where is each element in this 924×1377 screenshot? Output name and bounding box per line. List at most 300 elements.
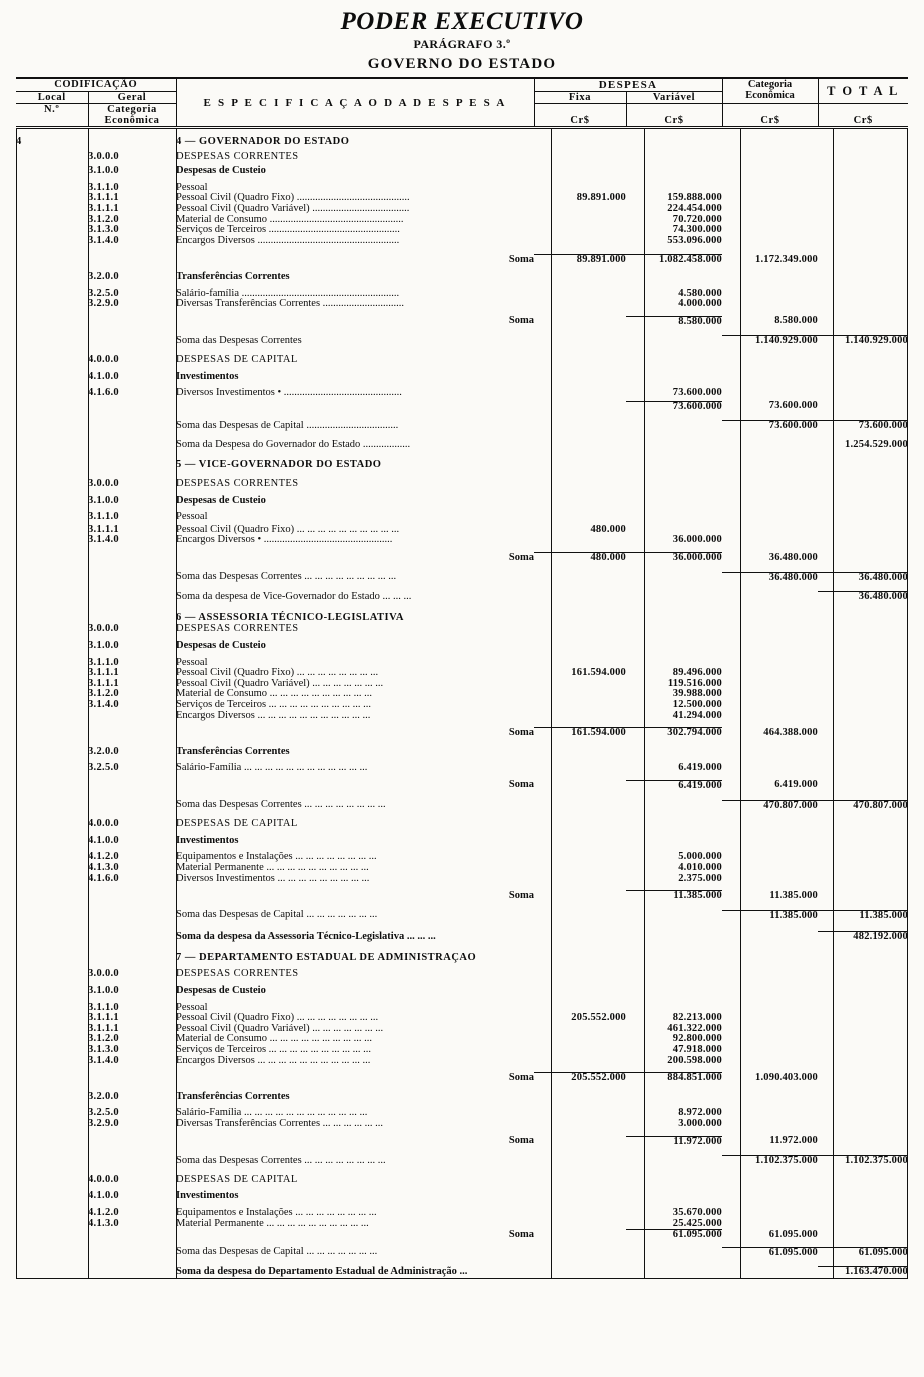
- cell-codigo-geral: 3.2.0.0: [88, 1090, 119, 1102]
- cell-categoria-economica: 11.972.000: [769, 1135, 818, 1147]
- cell-despesa-fixa: [534, 479, 626, 490]
- cell-despesa-fixa: [534, 592, 626, 603]
- cell-especificacao: Soma: [508, 889, 534, 901]
- cell-codigo-geral: 3.2.0.0: [88, 745, 119, 757]
- cell-total: [818, 1108, 908, 1119]
- cell-total: [818, 479, 908, 490]
- table-row: [16, 700, 908, 711]
- cell-despesa-fixa: [534, 910, 626, 921]
- cell-despesa-variavel: [626, 440, 722, 451]
- cell-especificacao: Soma das Despesas Correntes ... ... ... ... ... ... ... ...: [176, 799, 386, 811]
- table-row: [16, 1267, 908, 1278]
- cell-despesa-variavel: 4.000.000: [678, 298, 722, 310]
- cell-especificacao: DESPESAS DE CAPITAL: [176, 1173, 298, 1185]
- cell-categoria-economica: [722, 1003, 818, 1014]
- cell-despesa-fixa: [534, 401, 626, 412]
- table-row: [16, 1191, 908, 1202]
- cell-categoria-economica: [722, 272, 818, 283]
- cell-total: [818, 679, 908, 690]
- cell-total: [818, 1092, 908, 1103]
- table-row: [16, 658, 908, 669]
- cell-despesa-variavel: [626, 1156, 722, 1167]
- cell-categoria-economica: 1.090.403.000: [755, 1071, 818, 1083]
- cell-codigo-geral: 4.1.3.0: [88, 1217, 119, 1229]
- cell-despesa-fixa: [534, 496, 626, 507]
- cell-codigo-geral: 3.1.0.0: [88, 165, 119, 177]
- cell-despesa-fixa: [534, 852, 626, 863]
- cell-codigo-geral: 4.0.0.0: [88, 818, 119, 830]
- cell-despesa-variavel: 73.600.000: [626, 401, 722, 412]
- cell-local: [16, 953, 88, 964]
- table-row: [16, 1208, 908, 1219]
- spacer-row: [16, 792, 908, 801]
- cell-despesa-fixa: [534, 204, 626, 215]
- cell-categoria-economica: [722, 689, 818, 700]
- cell-codigo-geral: 4.1.2.0: [88, 1206, 119, 1218]
- spacer-row: [16, 432, 908, 440]
- cell-especificacao: Pessoal Civil (Quadro Fixo) ... ... ... ... ... ... ... ...: [176, 1012, 379, 1024]
- cell-codigo-geral: [88, 553, 176, 564]
- cell-despesa-fixa: [534, 1034, 626, 1045]
- header-fixa-currency: Cr$: [534, 104, 626, 127]
- cell-local: [16, 1247, 88, 1258]
- cell-total: [818, 496, 908, 507]
- cell-codigo-geral: 3.1.1.1: [88, 1022, 119, 1034]
- cell-especificacao: Material Permanente ... ... ... ... ... ... ... ... ... ...: [176, 1217, 369, 1229]
- cell-total: 36.480.000: [818, 592, 908, 603]
- cell-total: [818, 863, 908, 874]
- cell-especificacao: Soma: [508, 315, 534, 327]
- cell-especificacao: DESPESAS CORRENTES: [176, 478, 299, 490]
- cell-despesa-variavel: 5.000.000: [678, 851, 722, 863]
- cell-codigo-geral: 3.1.1.0: [88, 656, 119, 668]
- cell-despesa-variavel: 884.851.000: [626, 1073, 722, 1084]
- cell-codigo-geral: 4.1.0.0: [88, 834, 119, 846]
- cell-codigo-geral: 3.2.9.0: [88, 298, 119, 310]
- table-row: [16, 152, 908, 163]
- cell-despesa-fixa: [534, 863, 626, 874]
- cell-despesa-fixa: [534, 355, 626, 366]
- cell-total: [818, 166, 908, 177]
- cell-local: [16, 658, 88, 669]
- cell-categoria-economica: [722, 1175, 818, 1186]
- header-variavel-currency: Cr$: [626, 104, 722, 127]
- spacer-row: [16, 583, 908, 592]
- table-row: [16, 355, 908, 366]
- cell-codigo-geral: 3.2.5.0: [88, 287, 119, 299]
- cell-total: [818, 460, 908, 471]
- cell-categoria-economica: 61.095.000: [722, 1247, 818, 1258]
- cell-especificacao: Pessoal: [176, 656, 208, 668]
- cell-especificacao: Pessoal Civil (Quadro Fixo) ...........................................: [176, 192, 410, 204]
- table-row: [16, 874, 908, 885]
- cell-codigo-geral: [88, 255, 176, 266]
- cell-codigo-geral: 4.1.2.0: [88, 851, 119, 863]
- cell-local: [16, 193, 88, 204]
- cell-despesa-variavel: [626, 372, 722, 383]
- cell-categoria-economica: [722, 479, 818, 490]
- cell-despesa-variavel: [626, 166, 722, 177]
- table-row: [16, 272, 908, 283]
- cell-categoria-economica: [722, 215, 818, 226]
- cell-codigo-geral: 4.1.0.0: [88, 1190, 119, 1202]
- spacer-row: [16, 1084, 908, 1092]
- table-header: [16, 79, 908, 126]
- cell-categoria-economica: [722, 137, 818, 148]
- cell-codigo-geral: 3.1.4.0: [88, 1054, 119, 1066]
- table-row: [16, 236, 908, 247]
- cell-categoria-economica: [722, 1219, 818, 1230]
- cell-total: [818, 1056, 908, 1067]
- table-row: [16, 372, 908, 383]
- cell-total: [818, 852, 908, 863]
- cell-especificacao: DESPESAS CORRENTES: [176, 623, 299, 635]
- table-body-wrap: [0, 129, 924, 1278]
- table-row: [16, 137, 908, 148]
- cell-despesa-fixa: [534, 624, 626, 635]
- cell-local: [16, 1108, 88, 1119]
- cell-despesa-variavel: [626, 592, 722, 603]
- cell-categoria-economica: [722, 1013, 818, 1024]
- cell-despesa-variavel: [626, 953, 722, 964]
- cell-despesa-variavel: [626, 819, 722, 830]
- cell-especificacao: Soma: [508, 1135, 534, 1147]
- cell-codigo-geral: [88, 613, 176, 624]
- cell-especificacao: Soma: [508, 1071, 534, 1083]
- cell-especificacao: Serviços de Terceiros ... ... ... ... ... ... ... ... ... ...: [176, 1044, 372, 1056]
- cell-local: [16, 1045, 88, 1056]
- document-header: [0, 0, 924, 73]
- cell-especificacao: Soma da despesa da Assessoria Técnico-Legislativa ... ... ...: [176, 930, 436, 942]
- cell-local: [16, 204, 88, 215]
- cell-despesa-fixa: [534, 215, 626, 226]
- cell-codigo-geral: 4.1.0.0: [88, 370, 119, 382]
- table-row: [16, 1056, 908, 1067]
- cell-despesa-fixa: [534, 1267, 626, 1278]
- cell-categoria-economica: 1.102.375.000: [722, 1156, 818, 1167]
- cell-codigo-geral: [88, 137, 176, 148]
- cell-categoria-economica: [722, 852, 818, 863]
- cell-especificacao: Transferências Correntes: [176, 1090, 290, 1102]
- cell-despesa-variavel: [626, 800, 722, 811]
- cell-total: [818, 299, 908, 310]
- cell-local: [16, 689, 88, 700]
- cell-local: [16, 1092, 88, 1103]
- cell-codigo-geral: [88, 728, 176, 739]
- table-row: [16, 166, 908, 177]
- cell-especificacao: Soma das Despesas Correntes: [176, 334, 302, 346]
- cell-especificacao: 6 — ASSESSORIA TÉCNICO-LEGISLATIVA: [176, 611, 404, 623]
- table-row: [16, 1247, 908, 1258]
- cell-despesa-fixa: [534, 1191, 626, 1202]
- cell-total: 61.095.000: [818, 1247, 908, 1258]
- cell-total: [818, 372, 908, 383]
- cell-local: [16, 535, 88, 546]
- cell-local: [16, 1175, 88, 1186]
- cell-especificacao: Encargos Diversos ... ... ... ... ... ... ... ... ... ... ...: [176, 709, 371, 721]
- cell-codigo-geral: 3.1.0.0: [88, 494, 119, 506]
- header-categoria-line1: Categoria: [747, 79, 793, 90]
- table-row: [16, 679, 908, 690]
- cell-despesa-variavel: [626, 496, 722, 507]
- cell-local: [16, 1013, 88, 1024]
- cell-local: [16, 299, 88, 310]
- cell-despesa-fixa: [534, 572, 626, 583]
- cell-categoria-economica: [722, 1056, 818, 1067]
- cell-categoria-economica: 470.807.000: [722, 800, 818, 811]
- paragraph-label: PARÁGRAFO 3.º: [413, 37, 511, 51]
- cell-despesa-variavel: 12.500.000: [672, 698, 722, 710]
- cell-total: 1.163.470.000: [818, 1267, 908, 1278]
- cell-despesa-variavel: [626, 624, 722, 635]
- cell-codigo-geral: 3.1.1.1: [88, 523, 119, 535]
- cell-despesa-fixa: [534, 225, 626, 236]
- cell-categoria-economica: 11.385.000: [769, 889, 818, 901]
- cell-despesa-variavel: 74.300.000: [672, 224, 722, 236]
- cell-despesa-fixa: 205.552.000: [534, 1073, 626, 1084]
- cell-codigo-geral: 4.0.0.0: [88, 1173, 119, 1185]
- cell-despesa-variavel: 41.294.000: [672, 709, 722, 721]
- cell-despesa-variavel: 2.375.000: [678, 872, 722, 884]
- cell-despesa-fixa: 480.000: [534, 553, 626, 564]
- cell-categoria-economica: [722, 763, 818, 774]
- cell-local: [16, 1024, 88, 1035]
- table-row: [16, 479, 908, 490]
- cell-despesa-fixa: [534, 1219, 626, 1230]
- cell-local: [16, 679, 88, 690]
- cell-codigo-geral: 3.1.2.0: [88, 213, 119, 225]
- cell-despesa-variavel: 8.972.000: [678, 1107, 722, 1119]
- cell-categoria-economica: [722, 819, 818, 830]
- header-local: Local: [16, 92, 88, 104]
- cell-despesa-fixa: [534, 1119, 626, 1130]
- header-especificacao: E S P E C I F I C A Ç A O D A D E S P E S A: [176, 79, 534, 126]
- cell-especificacao: Soma: [508, 551, 534, 563]
- cell-total: [818, 836, 908, 847]
- header-numero: N.º: [16, 104, 88, 127]
- cell-especificacao: 4 — GOVERNADOR DO ESTADO: [176, 136, 350, 147]
- cell-especificacao: Serviços de Terceiros ... ... ... ... ... ... ... ... ... ...: [176, 698, 372, 710]
- cell-local: [16, 641, 88, 652]
- cell-categoria-economica: [722, 932, 818, 943]
- cell-despesa-fixa: 161.594.000: [571, 667, 626, 679]
- table-row: [16, 1175, 908, 1186]
- table-row: [16, 183, 908, 194]
- header-categoria-economica: [722, 79, 818, 104]
- cell-despesa-variavel: [626, 137, 722, 148]
- cell-local: [16, 910, 88, 921]
- cell-codigo-geral: 3.1.2.0: [88, 688, 119, 700]
- cell-categoria-economica: [722, 1208, 818, 1219]
- cell-categoria-economica: [722, 986, 818, 997]
- cell-especificacao: Soma da despesa do Departamento Estadual de Administração ...: [176, 1265, 468, 1277]
- cell-especificacao: DESPESAS CORRENTES: [176, 968, 299, 980]
- cell-categoria-economica: [722, 496, 818, 507]
- cell-categoria-economica: [722, 1108, 818, 1119]
- cell-despesa-variavel: 461.322.000: [667, 1022, 722, 1034]
- cell-total: [818, 1073, 908, 1084]
- cell-despesa-fixa: [534, 316, 626, 327]
- cell-despesa-fixa: [534, 747, 626, 758]
- cell-despesa-fixa: [534, 388, 626, 399]
- cell-especificacao: Soma das Despesas de Capital ... ... ... ... ... ... ...: [176, 909, 378, 921]
- header-categoria-line2: Econômica: [745, 90, 795, 101]
- cell-categoria-economica: 1.172.349.000: [755, 253, 818, 265]
- cell-especificacao: Despesas de Custeio: [176, 640, 266, 651]
- cell-especificacao: Equipamentos e Instalações ... ... ... ... ... ... ... ...: [176, 1206, 377, 1218]
- cell-despesa-fixa: [534, 763, 626, 774]
- cell-despesa-variavel: [626, 336, 722, 347]
- page-title: PODER EXECUTIVO: [340, 8, 584, 35]
- cell-codigo-geral: 4.0.0.0: [88, 353, 119, 365]
- cell-despesa-fixa: [534, 836, 626, 847]
- cell-categoria-economica: [722, 1092, 818, 1103]
- cell-despesa-variavel: 36.000.000: [626, 553, 722, 564]
- cell-despesa-fixa: 161.594.000: [534, 728, 626, 739]
- table-row: [16, 1108, 908, 1119]
- cell-despesa-fixa: [534, 874, 626, 885]
- cell-codigo-geral: [88, 421, 176, 432]
- table-row: [16, 299, 908, 310]
- cell-codigo-geral: 3.1.0.0: [88, 985, 119, 997]
- cell-local: [16, 932, 88, 943]
- cell-total: [818, 641, 908, 652]
- cell-especificacao: Soma das Despesas Correntes ... ... ... ... ... ... ... ... ...: [176, 571, 397, 583]
- cell-local: [16, 969, 88, 980]
- cell-despesa-variavel: [626, 1247, 722, 1258]
- cell-categoria-economica: [722, 193, 818, 204]
- spacer-row: [16, 921, 908, 932]
- cell-despesa-variavel: 92.800.000: [672, 1033, 722, 1045]
- cell-total: [818, 1191, 908, 1202]
- cell-local: [16, 553, 88, 564]
- table-row: [16, 728, 908, 739]
- cell-total: 482.192.000: [818, 932, 908, 943]
- cell-codigo-geral: [88, 592, 176, 603]
- header-categoria-geral-l1: Categoria: [107, 104, 157, 115]
- table-row: [16, 592, 908, 603]
- cell-local: [16, 1267, 88, 1278]
- table-row: [16, 535, 908, 546]
- table-row: [16, 289, 908, 300]
- table-row: [16, 800, 908, 811]
- cell-local: [16, 711, 88, 722]
- table-row: [16, 1003, 908, 1014]
- cell-especificacao: Material de Consumo ... ... ... ... ... ... ... ... ... ...: [176, 688, 372, 700]
- cell-especificacao: DESPESAS DE CAPITAL: [176, 818, 298, 830]
- cell-especificacao: Soma das Despesas de Capital ...................................: [176, 419, 399, 431]
- cell-categoria-economica: [722, 658, 818, 669]
- cell-despesa-fixa: [534, 1056, 626, 1067]
- cell-total: 470.807.000: [818, 800, 908, 811]
- cell-local: [16, 1136, 88, 1147]
- header-categoria-currency: Cr$: [722, 104, 818, 127]
- cell-despesa-variavel: [626, 152, 722, 163]
- cell-categoria-economica: [722, 700, 818, 711]
- cell-despesa-fixa: 480.000: [590, 523, 626, 535]
- cell-especificacao: Diversos Investimentos • .............................................: [176, 387, 402, 399]
- cell-total: [818, 668, 908, 679]
- cell-despesa-fixa: [534, 1108, 626, 1119]
- cell-especificacao: Transferências Correntes: [176, 745, 290, 757]
- cell-total: [818, 624, 908, 635]
- cell-total: [818, 747, 908, 758]
- cell-despesa-variavel: 89.496.000: [672, 667, 722, 679]
- table-row: [16, 193, 908, 204]
- table-row: [16, 460, 908, 471]
- cell-especificacao: Pessoal: [176, 1001, 208, 1013]
- cell-total: 36.480.000: [818, 572, 908, 583]
- cell-especificacao: Salário-Família ... ... ... ... ... ... ... ... ... ... ... ...: [176, 1107, 368, 1119]
- cell-total: [818, 763, 908, 774]
- cell-local: [16, 289, 88, 300]
- cell-despesa-variavel: [626, 910, 722, 921]
- cell-especificacao: Despesas de Custeio: [176, 494, 266, 506]
- cell-despesa-variavel: 82.213.000: [672, 1012, 722, 1024]
- cell-despesa-variavel: 39.988.000: [672, 688, 722, 700]
- cell-especificacao: Encargos Diversos ......................................................: [176, 234, 400, 246]
- cell-codigo-geral: 3.2.0.0: [88, 270, 119, 282]
- cell-local: [16, 891, 88, 902]
- cell-total: [818, 613, 908, 624]
- cell-despesa-variavel: [626, 1175, 722, 1186]
- cell-despesa-variavel: 3.000.000: [678, 1118, 722, 1129]
- cell-total: [818, 512, 908, 523]
- cell-codigo-geral: [88, 401, 176, 412]
- table-row: [16, 932, 908, 943]
- cell-codigo-geral: [88, 953, 176, 964]
- cell-total: [818, 1119, 908, 1130]
- cell-especificacao: Soma: [508, 726, 534, 738]
- table-row: [16, 1073, 908, 1084]
- cell-despesa-fixa: [534, 512, 626, 523]
- cell-especificacao: Pessoal Civil (Quadro Fixo) ... ... ... ... ... ... ... ... ... ...: [176, 523, 400, 535]
- cell-especificacao: Soma da despesa de Vice-Governador do Estado ... ... ...: [176, 590, 412, 602]
- cell-categoria-economica: [722, 299, 818, 310]
- cell-local: [16, 1073, 88, 1084]
- cell-despesa-variavel: 302.794.000: [626, 728, 722, 739]
- cell-especificacao: Diversas Transferências Correntes ...............................: [176, 298, 405, 310]
- cell-despesa-fixa: [534, 289, 626, 300]
- cell-total: [818, 1045, 908, 1056]
- table-row: [16, 1024, 908, 1035]
- cell-categoria-economica: 36.480.000: [722, 572, 818, 583]
- cell-local: [16, 460, 88, 471]
- cell-local: [16, 1191, 88, 1202]
- cell-despesa-variavel: 73.600.000: [672, 387, 722, 399]
- budget-table: [16, 129, 908, 1278]
- cell-especificacao: Soma: [508, 253, 534, 265]
- cell-codigo-geral: [88, 910, 176, 921]
- cell-categoria-economica: [722, 1034, 818, 1045]
- cell-categoria-economica: 8.580.000: [774, 315, 818, 327]
- cell-despesa-fixa: [534, 819, 626, 830]
- table-row: [16, 763, 908, 774]
- cell-total: [818, 891, 908, 902]
- cell-categoria-economica: [722, 355, 818, 366]
- cell-especificacao: Investimentos: [176, 370, 239, 382]
- cell-despesa-fixa: 205.552.000: [571, 1012, 626, 1024]
- cell-categoria-economica: [722, 525, 818, 536]
- cell-especificacao: Diversas Transferências Correntes ... ... ... ... ... ...: [176, 1118, 384, 1129]
- cell-despesa-fixa: [534, 1136, 626, 1147]
- cell-especificacao: Pessoal Civil (Quadro Variável) .....................................: [176, 202, 410, 214]
- cell-codigo-geral: 3.1.4.0: [88, 234, 119, 246]
- cell-codigo-geral: 3.1.1.1: [88, 1012, 119, 1024]
- cell-especificacao: Salário-Família ... ... ... ... ... ... ... ... ... ... ... ...: [176, 762, 368, 774]
- cell-codigo-geral: [88, 336, 176, 347]
- cell-especificacao: Material de Consumo ... ... ... ... ... ... ... ... ... ...: [176, 1033, 372, 1045]
